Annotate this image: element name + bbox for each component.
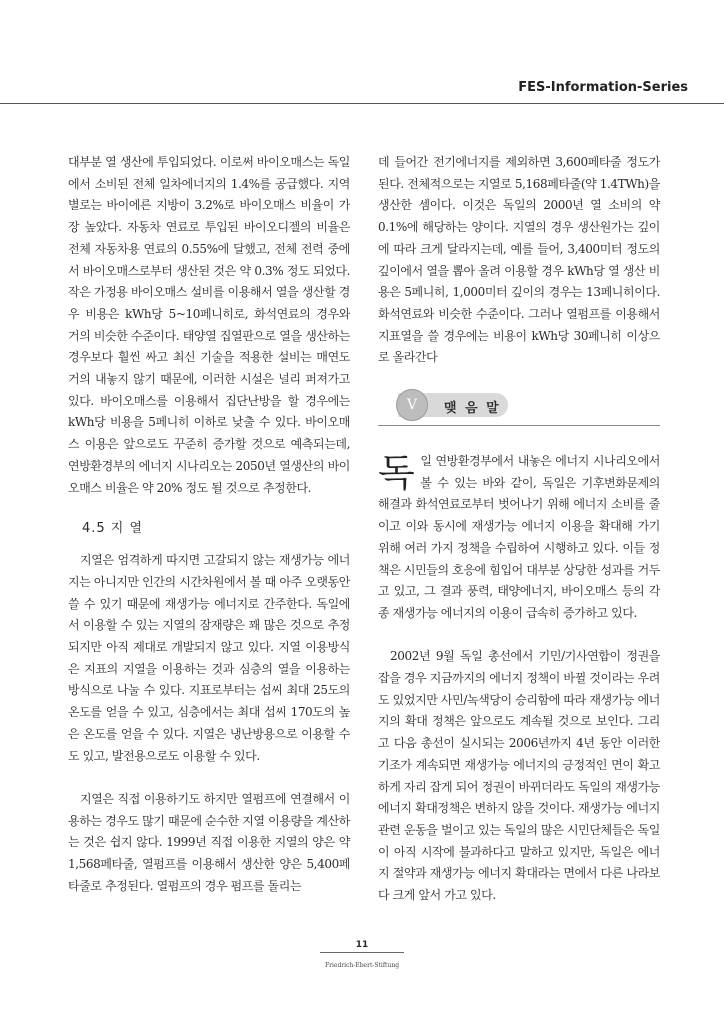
conclusion-paragraph-2: 2002년 9월 독일 총선에서 기민/기사연합이 정권을 잡을 경우 지금까지의 에너지 정책이 바뀔 것이라는 우려도 있었지만 사민/녹색당이 승리함에 따라 재생가능 에너지의 확대 정책은 앞으로도 계속될 것으로 보인다. 그리고 다음 총선이 실시되는 2006년까지 4년 동안 이러한 기조가 계속되면 재생가능 에너지의 긍정적인 면이 확고하게 자리 잡게 되어 정권이 바뀌더라도 독일의 재생가능 에너지 확대정책은 변하지 않을 것이다. 재생가능 에너지 관련 운동을 벌이고 있는 독일의 많은 시민단체들은 독일이 아직 시작에 불과하다고 말하고 있지만, 독일은 에너지 절약과 재생가능 에너지 확대라는 면에서 다른 나라보다 크게 앞서 가고 있다. xyxy=(378,649,660,903)
geothermal-cost-paragraph: 데 들어간 전기에너지를 제외하면 3,600페타줄 정도가 된다. 전체적으로는 지열로 5,168페타줄(약 1.4TWh)을 생산한 셈이다. 이것은 독일의 2000년 열 소비의 약 0.1%에 해당하는 양이다. 지열의 경우 생산원가는 깊이에 따라 크게 달라지는데, 예를 들어, 3,400미터 정도의 깊이에서 열을 뽑아 올려 이용할 경우 kWh당 열 생산 비용은 5페니히, 1,000미터 깊이의 경우는 13페니히이다. 화석연료와 비슷한 수준이다. 그러나 열펌프를 이용해서 지표열을 쓸 경우에는 비용이 kWh당 30페니히 이상으로 올라간다 xyxy=(378,155,660,365)
conclusion-paragraph-1 xyxy=(378,451,660,625)
biomass-paragraph: 대부분 열 생산에 투입되었다. 이로써 바이오매스는 독일에서 소비된 전체 일차에너지의 1.4%를 공급했다. 지역별로는 바이에른 지방이 3.2%로 바이오매스 비율이 가장 높았다. 자동차 연료로 투입된 바이오디젤의 비율은 전체 자동차용 연료의 0.55%에 달했고, 전체 전력 중에서 바이오매스로부터 생산된 것은 약 0.3% 정도 되었다. 작은 가정용 바이오매스 설비를 이용해서 열을 생산할 경우 비용은 kWh당 5~10페니히로, 화석연료의 경우와 거의 비슷한 수준이다. 태양열 집열판으로 열을 생산하는 경우보다 훨씬 싸고 최신 기술을 적용한 설비는 매연도 거의 내놓지 않기 때문에, 이러한 시설은 널리 퍼져가고 있다. 바이오매스를 이용해서 집단난방을 할 경우에는 kWh당 비용을 5페니히 이하로 낮출 수 있다. 바이오매스 이용은 앞으로도 꾸준히 증가할 것으로 예측되는데, 연방환경부의 에너지 시나리오는 2050년 열생산의 바이오매스 비율은 약 20% 정도 될 것으로 추정한다. xyxy=(68,155,350,495)
conclusion-title: 맺 음 말 xyxy=(444,401,501,417)
conclusion-divider xyxy=(378,425,660,426)
chapter-numeral-badge: V xyxy=(396,389,428,421)
publisher-footer: Friedrich-Ebert-Stiftung xyxy=(324,962,400,969)
geothermal-paragraph-1: 지열은 엄격하게 따지면 고갈되지 않는 재생가능 에너지는 아니지만 인간의 시간차원에서 볼 때 아주 오랫동안 쓸 수 있기 때문에 재생가능 에너지로 간주한다. 독일에서 이용할 수 있는 지열의 잠재량은 꽤 많은 것으로 추정되지만 아직 제대로 개발되지 않고 있다. 지열 이용방식은 지표의 지열을 이용하는 것과 심층의 열을 이용하는 방식으로 나눌 수 있다. 지표로부터는 섭씨 최대 25도의 온도를 얻을 수 있고, 심층에서는 최대 섭씨 170도의 높은 온도를 얻을 수 있다. 지열은 냉난방용으로 이용할 수도 있고, 발전용으로도 이용할 수 있다. xyxy=(68,553,350,763)
page-number-rule xyxy=(320,952,404,953)
conclusion-paragraph-1-text: 일 연방환경부에서 내놓은 에너지 시나리오에서 볼 수 있는 바와 같이, 독일은 기후변화문제의 해결과 화석연료로부터 벗어나기 위해 에너지 소비를 줄이고 이와 동시에 재생가능 에너지 이용을 확대해 가기 위해 여러 가지 정책을 수립하여 시행하고 있다. 이들 정책은 시민들의 호응에 힘입어 대부분 상당한 성과를 거두고 있고, 그 결과 풍력, 태양에너지, 바이오매스 등의 각종 재생가능 에너지의 이용이 급속히 증가하고 있다. xyxy=(378,454,660,620)
geothermal-paragraph-2: 지열은 직접 이용하기도 하지만 열펌프에 연결해서 이용하는 경우도 많기 때문에 순수한 지열 이용량을 계산하는 것은 쉽지 않다. 1999년 직접 이용한 지열의 양은 약 1,568페타줄, 열펌프를 이용해서 생산한 양은 5,400페타줄로 추정된다. 열펌프의 경우 펌프를 돌리는 xyxy=(68,791,350,893)
conclusion-heading xyxy=(378,387,660,431)
left-column xyxy=(68,152,350,897)
page-number: 11 xyxy=(355,940,369,950)
drop-cap: 독 xyxy=(378,451,415,496)
right-column xyxy=(378,152,660,907)
section-heading-geothermal: 4.5 지 열 xyxy=(82,521,144,537)
series-title: FES-Information-Series xyxy=(518,80,688,95)
header-divider xyxy=(0,103,724,104)
